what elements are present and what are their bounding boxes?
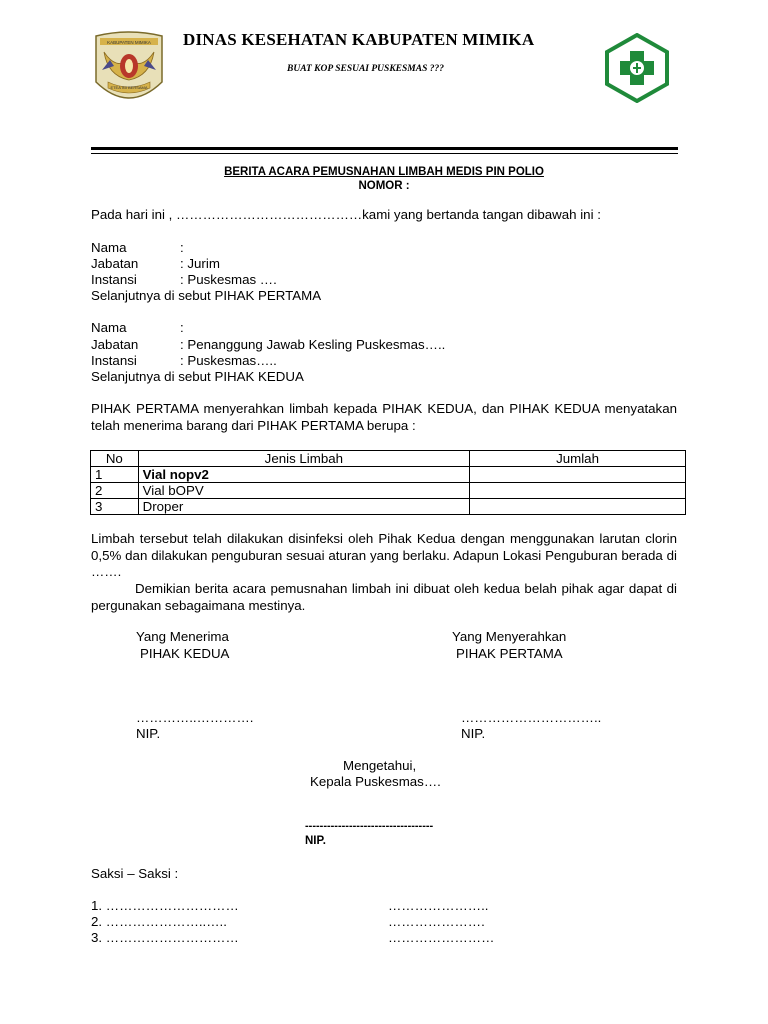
giver-signature-line: ………………………….. xyxy=(461,710,602,725)
receiver-signature-line: …………..…………. xyxy=(136,710,254,725)
party1-position-value: : Jurim xyxy=(180,256,220,271)
acknowledged-label: Mengetahui, xyxy=(343,758,417,773)
disposal-paragraph: Limbah tersebut telah dilakukan disinfeksi oleh Pihak Kedua dengan menggunakan larutan clorin 0,5% dan dilakukan penguburan sesuai aturan yang berlaku. Adapun Lokasi Penguburan berada di ……. xyxy=(91,531,677,579)
row-type: Droper xyxy=(138,499,469,515)
header-amount: Jumlah xyxy=(470,451,686,467)
witness-label: Saksi – Saksi : xyxy=(91,866,179,881)
party2-position-value: : Penanggung Jawab Kesling Puskesmas….. xyxy=(180,337,446,352)
handover-paragraph: PIHAK PERTAMA menyerahkan limbah kepada PIHAK KEDUA, dan PIHAK KEDUA menyatakan telah menerima barang dari PIHAK PERTAMA berupa : xyxy=(91,401,677,433)
receiver-nip: NIP. xyxy=(136,726,161,741)
party1-name-label: Nama xyxy=(91,240,127,255)
row-amount xyxy=(470,467,686,483)
crest-bottom-text: ETEA INI BERSAMA xyxy=(110,85,148,90)
giver-nip: NIP. xyxy=(461,726,486,741)
witness-item-signature: ………………….. xyxy=(388,898,489,913)
witness-item: 2. …………………..….. xyxy=(91,914,227,929)
party1-position-label: Jabatan xyxy=(91,256,139,271)
row-amount xyxy=(470,483,686,499)
party1-name-value: : xyxy=(180,240,184,255)
document-title: BERITA ACARA PEMUSNAHAN LIMBAH MEDIS PIN POLIO xyxy=(224,166,544,178)
table-header-row xyxy=(91,451,686,467)
party1-institution-value: : Puskesmas …. xyxy=(180,272,277,287)
giver-party: PIHAK PERTAMA xyxy=(456,646,563,661)
witness-item: 1. ………………………… xyxy=(91,898,239,913)
party2-name-label: Nama xyxy=(91,320,127,335)
head-label: Kepala Puskesmas…. xyxy=(310,774,441,789)
row-no: 1 xyxy=(91,467,139,483)
document-number: NOMOR : xyxy=(358,180,410,192)
receiver-party: PIHAK KEDUA xyxy=(140,646,230,661)
party2-name-value: : xyxy=(180,320,184,335)
letterhead-rule-thin xyxy=(91,153,678,154)
table-row xyxy=(91,467,686,483)
row-type: Vial bOPV xyxy=(138,483,469,499)
party2-institution-value: : Puskesmas….. xyxy=(180,353,277,368)
party2-designation: Selanjutnya di sebut PIHAK KEDUA xyxy=(91,369,304,384)
crest-top-text: KABUPATEN MIMIKA xyxy=(107,40,151,45)
waste-table xyxy=(90,450,686,515)
witness-item-signature: …………………… xyxy=(388,930,495,945)
party2-institution-label: Instansi xyxy=(91,353,137,368)
witness-item: 3. ………………………… xyxy=(91,930,239,945)
row-type: Vial nopv2 xyxy=(138,467,469,483)
party1-designation: Selanjutnya di sebut PIHAK PERTAMA xyxy=(91,288,322,303)
witness-item-signature: …………………. xyxy=(388,914,485,929)
head-signature-line: ----------------------------------- xyxy=(305,820,434,832)
row-no: 2 xyxy=(91,483,139,499)
letterhead-note: BUAT KOP SESUAI PUSKESMAS ??? xyxy=(287,64,444,74)
giver-label: Yang Menyerahkan xyxy=(452,629,567,644)
party1-institution-label: Instansi xyxy=(91,272,137,287)
table-row xyxy=(91,483,686,499)
header-no: No xyxy=(91,451,139,467)
receiver-label: Yang Menerima xyxy=(136,629,229,644)
row-amount xyxy=(470,499,686,515)
agency-name: DINAS KESEHATAN KABUPATEN MIMIKA xyxy=(183,30,535,49)
table-row xyxy=(91,499,686,515)
closing-paragraph: Demikian berita acara pemusnahan limbah ini dibuat oleh kedua belah pihak agar dapat di pergunakan sebagaimana mestinya. xyxy=(91,581,677,613)
letterhead-rule-thick xyxy=(91,147,678,150)
header-type: Jenis Limbah xyxy=(138,451,469,467)
regency-crest-logo xyxy=(92,30,166,107)
health-cross-logo xyxy=(604,33,670,103)
head-nip: NIP. xyxy=(305,835,326,847)
party2-position-label: Jabatan xyxy=(91,337,139,352)
row-no: 3 xyxy=(91,499,139,515)
intro-text: Pada hari ini , ……………………………………kami yang bertanda tangan dibawah ini : xyxy=(91,207,601,222)
